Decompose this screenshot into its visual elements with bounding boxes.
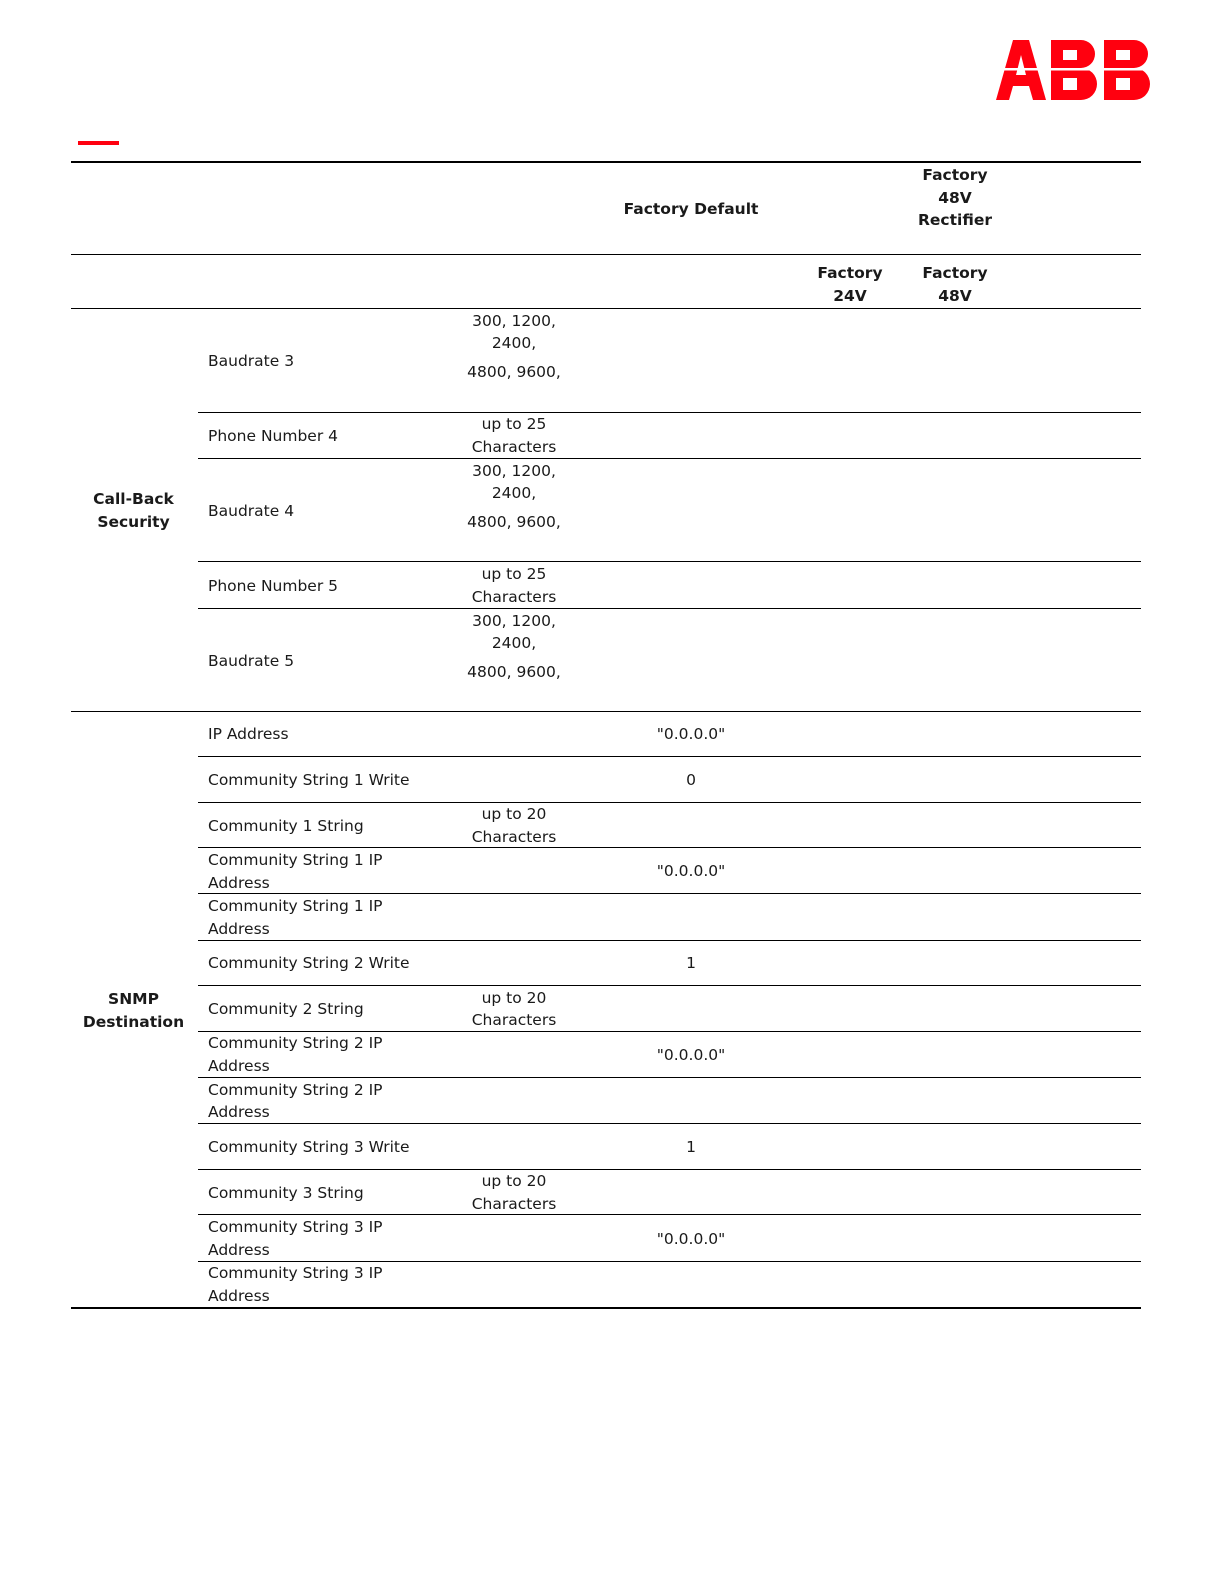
param-label: Phone Number 4 bbox=[208, 427, 338, 445]
default-value: "0.0.0.0" bbox=[656, 862, 726, 880]
default-value: "0.0.0.0" bbox=[656, 1230, 726, 1248]
range-value: 4800, 9600, bbox=[467, 363, 561, 381]
param-label: Community String 1 IP bbox=[208, 851, 383, 869]
param-label: Baudrate 4 bbox=[208, 502, 295, 520]
row-rule bbox=[198, 412, 1141, 413]
group-callback-l1: Call-Back bbox=[93, 490, 174, 508]
default-value: 0 bbox=[686, 771, 696, 789]
header-factory-default: Factory Default bbox=[623, 200, 759, 218]
default-value: "0.0.0.0" bbox=[656, 725, 726, 743]
param-label: Community String 2 IP bbox=[208, 1081, 383, 1099]
range-value: up to 20 bbox=[481, 805, 547, 823]
range-value: 4800, 9600, bbox=[467, 513, 561, 531]
header-f24-l2: 24V bbox=[833, 287, 867, 305]
param-label: Address bbox=[208, 1103, 270, 1121]
range-value: 2400, bbox=[491, 484, 537, 502]
range-value: up to 20 bbox=[481, 1172, 547, 1190]
param-label: Address bbox=[208, 1057, 270, 1075]
row-rule bbox=[198, 608, 1141, 609]
param-label: Baudrate 3 bbox=[208, 352, 295, 370]
param-label: Community 3 String bbox=[208, 1184, 364, 1202]
row-rule bbox=[198, 756, 1141, 757]
range-value: up to 20 bbox=[481, 989, 547, 1007]
range-value: 300, 1200, bbox=[472, 312, 556, 330]
param-label: Community String 1 IP bbox=[208, 897, 383, 915]
group-snmp-l1: SNMP bbox=[108, 990, 159, 1008]
range-value: Characters bbox=[471, 828, 557, 846]
range-value: up to 25 bbox=[481, 565, 547, 583]
range-value: Characters bbox=[471, 588, 557, 606]
header-f48-l2: 48V bbox=[938, 287, 972, 305]
row-rule bbox=[198, 847, 1141, 848]
default-value: 1 bbox=[686, 1138, 696, 1156]
header-f48-l1: Factory bbox=[922, 264, 988, 282]
range-value: Characters bbox=[471, 1195, 557, 1213]
param-label: Community String 2 IP bbox=[208, 1034, 383, 1052]
header-rectifier-l2: 48V bbox=[938, 189, 972, 207]
subheader-rule bbox=[71, 308, 1141, 309]
param-label: Community String 2 Write bbox=[208, 954, 410, 972]
default-value: "0.0.0.0" bbox=[656, 1046, 726, 1064]
row-rule bbox=[198, 1214, 1141, 1215]
param-label: Community String 3 IP bbox=[208, 1264, 383, 1282]
header-rectifier-l1: Factory bbox=[922, 166, 988, 184]
range-value: 300, 1200, bbox=[472, 462, 556, 480]
param-label: Address bbox=[208, 920, 270, 938]
default-value: 1 bbox=[686, 954, 696, 972]
header-f24-l1: Factory bbox=[817, 264, 883, 282]
group-snmp-l2: Destination bbox=[82, 1013, 185, 1031]
row-rule bbox=[198, 1123, 1141, 1124]
range-value: Characters bbox=[471, 1011, 557, 1029]
param-label: Address bbox=[208, 1241, 270, 1259]
group-callback-l2: Security bbox=[97, 513, 170, 531]
row-rule bbox=[198, 458, 1141, 459]
row-rule bbox=[198, 561, 1141, 562]
header-rule bbox=[71, 254, 1141, 255]
range-value: up to 25 bbox=[481, 415, 547, 433]
range-value: Characters bbox=[471, 438, 557, 456]
row-rule bbox=[198, 985, 1141, 986]
param-label: Phone Number 5 bbox=[208, 577, 338, 595]
range-value: 4800, 9600, bbox=[467, 663, 561, 681]
row-rule bbox=[198, 1169, 1141, 1170]
row-rule bbox=[198, 940, 1141, 941]
param-label: IP Address bbox=[208, 725, 289, 743]
row-rule bbox=[198, 802, 1141, 803]
abb-logo bbox=[996, 40, 1154, 102]
range-value: 300, 1200, bbox=[472, 612, 556, 630]
accent-bar bbox=[78, 141, 119, 145]
param-label: Community String 3 IP bbox=[208, 1218, 383, 1236]
range-value: 2400, bbox=[491, 634, 537, 652]
group-rule bbox=[71, 711, 1141, 712]
param-label: Community String 3 Write bbox=[208, 1138, 410, 1156]
table-top-rule bbox=[71, 161, 1141, 163]
param-label: Community String 1 Write bbox=[208, 771, 410, 789]
param-label: Baudrate 5 bbox=[208, 652, 295, 670]
param-label: Address bbox=[208, 1287, 270, 1305]
range-value: 2400, bbox=[491, 334, 537, 352]
param-label: Community 1 String bbox=[208, 817, 364, 835]
param-label: Address bbox=[208, 874, 270, 892]
param-label: Community 2 String bbox=[208, 1000, 364, 1018]
row-rule bbox=[198, 1077, 1141, 1078]
header-rectifier-l3: Rectifier bbox=[917, 211, 992, 229]
row-rule bbox=[198, 893, 1141, 894]
table-bottom-rule bbox=[71, 1307, 1141, 1309]
